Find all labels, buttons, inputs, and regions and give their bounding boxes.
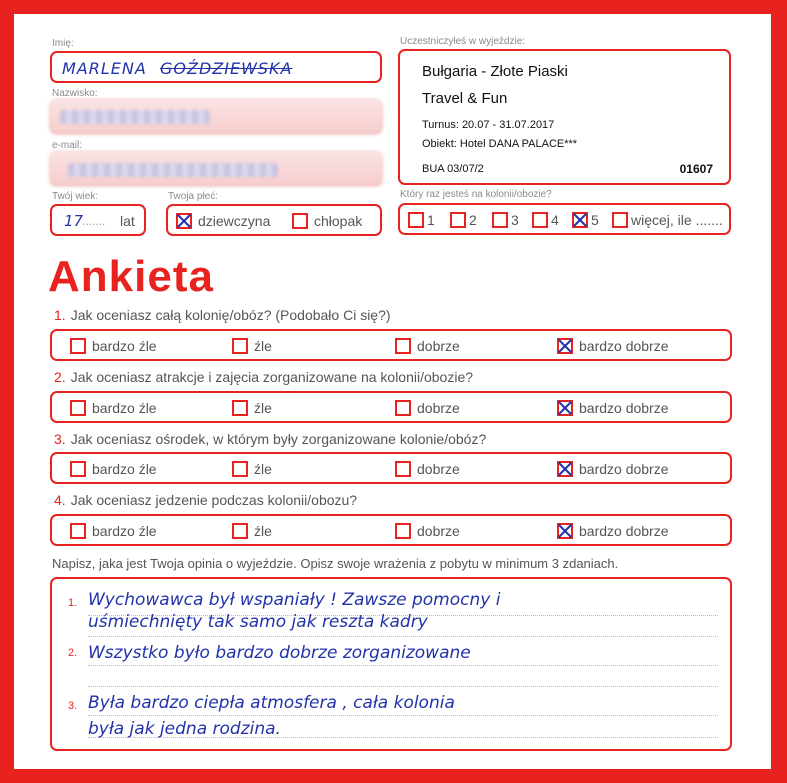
trip-number: 01607 xyxy=(679,162,713,176)
times-option[interactable]: 3 xyxy=(492,211,519,228)
checkbox-icon[interactable] xyxy=(612,212,628,228)
age-field[interactable]: 17 ....... lat xyxy=(50,204,146,236)
opinion-prompt: Napisz, jaka jest Twoja opinia o wyjeździe. Opisz swoje wrażenia z pobytu w minimum 3 zdaniach. xyxy=(52,556,619,571)
sentence-number-1: 1. xyxy=(68,597,78,609)
email-redacted xyxy=(68,163,278,177)
checkbox-icon[interactable] xyxy=(395,338,411,354)
question-text: 4. Jak oceniasz jedzenie podczas kolonii/obozu? xyxy=(54,492,358,508)
rating-option[interactable]: bardzo dobrze xyxy=(557,337,669,354)
rule-line xyxy=(88,665,718,666)
checkbox-icon[interactable] xyxy=(292,213,308,229)
gender-label: Twoja płeć: xyxy=(168,191,219,202)
rating-option[interactable]: dobrze xyxy=(395,337,460,354)
checkbox-icon[interactable] xyxy=(70,400,86,416)
checkbox-checked-icon[interactable] xyxy=(176,213,192,229)
surname-label: Nazwisko: xyxy=(52,88,98,99)
rating-row xyxy=(50,391,732,423)
rule-line xyxy=(88,715,718,716)
question-text: 2. Jak oceniasz atrakcje i zajęcia zorganizowane na kolonii/obozie? xyxy=(54,369,474,385)
checkbox-icon[interactable] xyxy=(232,338,248,354)
rating-option[interactable]: bardzo źle xyxy=(70,460,157,477)
rating-option[interactable]: bardzo źle xyxy=(70,522,157,539)
age-unit: lat xyxy=(120,213,135,229)
rating-row xyxy=(50,329,732,361)
question-text: 3. Jak oceniasz ośrodek, w którym były zorganizowane kolonie/obóz? xyxy=(54,431,487,447)
rating-option[interactable]: dobrze xyxy=(395,460,460,477)
rating-option[interactable]: źle xyxy=(232,337,272,354)
opinion-line: Była bardzo ciepła atmosfera , cała kolonia xyxy=(88,693,455,713)
rating-option[interactable]: źle xyxy=(232,522,272,539)
rating-row xyxy=(50,514,732,546)
gender-male-option[interactable]: chłopak xyxy=(292,212,362,229)
times-option[interactable]: 4 xyxy=(532,211,559,228)
trip-label: Uczestniczyłeś w wyjeździe: xyxy=(400,36,526,47)
trip-code: BUA 03/07/2 xyxy=(422,163,484,175)
age-value: 17 xyxy=(64,212,84,230)
times-option[interactable]: 5 xyxy=(572,211,599,228)
times-option[interactable]: więcej, ile ....... xyxy=(612,211,723,228)
gender-field xyxy=(166,204,382,236)
trip-term: Turnus: 20.07 - 31.07.2017 xyxy=(422,119,555,131)
checkbox-checked-icon[interactable] xyxy=(557,461,573,477)
checkbox-icon[interactable] xyxy=(70,461,86,477)
checkbox-icon[interactable] xyxy=(395,461,411,477)
checkbox-icon[interactable] xyxy=(450,212,466,228)
rating-option[interactable]: bardzo dobrze xyxy=(557,522,669,539)
checkbox-icon[interactable] xyxy=(492,212,508,228)
checkbox-icon[interactable] xyxy=(232,461,248,477)
surname-field[interactable] xyxy=(50,100,382,134)
rating-option[interactable]: bardzo dobrze xyxy=(557,460,669,477)
rating-option[interactable]: bardzo dobrze xyxy=(557,399,669,416)
opinion-line: Wszystko było bardzo dobrze zorganizowane xyxy=(88,643,471,663)
opinion-line: była jak jedna rodzina. xyxy=(88,719,281,739)
checkbox-checked-icon[interactable] xyxy=(557,338,573,354)
rating-option[interactable]: bardzo źle xyxy=(70,399,157,416)
trip-object: Obiekt: Hotel DANA PALACE*** xyxy=(422,138,578,150)
checkbox-checked-icon[interactable] xyxy=(572,212,588,228)
email-label: e-mail: xyxy=(52,140,83,151)
checkbox-icon[interactable] xyxy=(232,523,248,539)
question-text: 1. Jak oceniasz całą kolonię/obóz? (Podobało Ci się?) xyxy=(54,307,391,323)
name-struck-value: GOŹDZIEWSKA xyxy=(160,59,293,78)
name-field[interactable] xyxy=(50,51,382,83)
checkbox-icon[interactable] xyxy=(70,523,86,539)
checkbox-checked-icon[interactable] xyxy=(557,400,573,416)
name-value: MARLENA xyxy=(62,59,147,78)
trip-info-box xyxy=(398,49,731,185)
rule-line xyxy=(88,686,718,687)
trip-program: Travel & Fun xyxy=(422,90,508,107)
age-label: Twój wiek: xyxy=(52,191,99,202)
checkbox-checked-icon[interactable] xyxy=(557,523,573,539)
rating-option[interactable]: dobrze xyxy=(395,399,460,416)
rating-option[interactable]: źle xyxy=(232,399,272,416)
rule-line xyxy=(88,636,718,637)
times-option[interactable]: 2 xyxy=(450,211,477,228)
rating-option[interactable]: dobrze xyxy=(395,522,460,539)
times-label: Który raz jesteś na kolonii/obozie? xyxy=(400,189,552,200)
sentence-number-2: 2. xyxy=(68,647,78,659)
checkbox-icon[interactable] xyxy=(232,400,248,416)
rating-row xyxy=(50,452,732,484)
name-label: Imię: xyxy=(52,38,74,49)
sentence-number-3: 3. xyxy=(68,700,78,712)
checkbox-icon[interactable] xyxy=(532,212,548,228)
trip-destination: Bułgaria - Złote Piaski xyxy=(422,63,568,80)
opinion-line: uśmiechnięty tak samo jak reszta kadry xyxy=(88,612,428,632)
surname-redacted xyxy=(60,110,210,124)
rating-option[interactable]: bardzo źle xyxy=(70,337,157,354)
checkbox-icon[interactable] xyxy=(70,338,86,354)
page-title: Ankieta xyxy=(48,252,214,301)
opinion-line: Wychowawca był wspaniały ! Zawsze pomocny i xyxy=(88,590,501,610)
checkbox-icon[interactable] xyxy=(395,400,411,416)
gender-female-option[interactable]: dziewczyna xyxy=(176,212,270,229)
checkbox-icon[interactable] xyxy=(395,523,411,539)
email-field[interactable] xyxy=(50,152,382,186)
rating-option[interactable]: źle xyxy=(232,460,272,477)
checkbox-icon[interactable] xyxy=(408,212,424,228)
times-field xyxy=(398,203,731,235)
times-option[interactable]: 1 xyxy=(408,211,435,228)
